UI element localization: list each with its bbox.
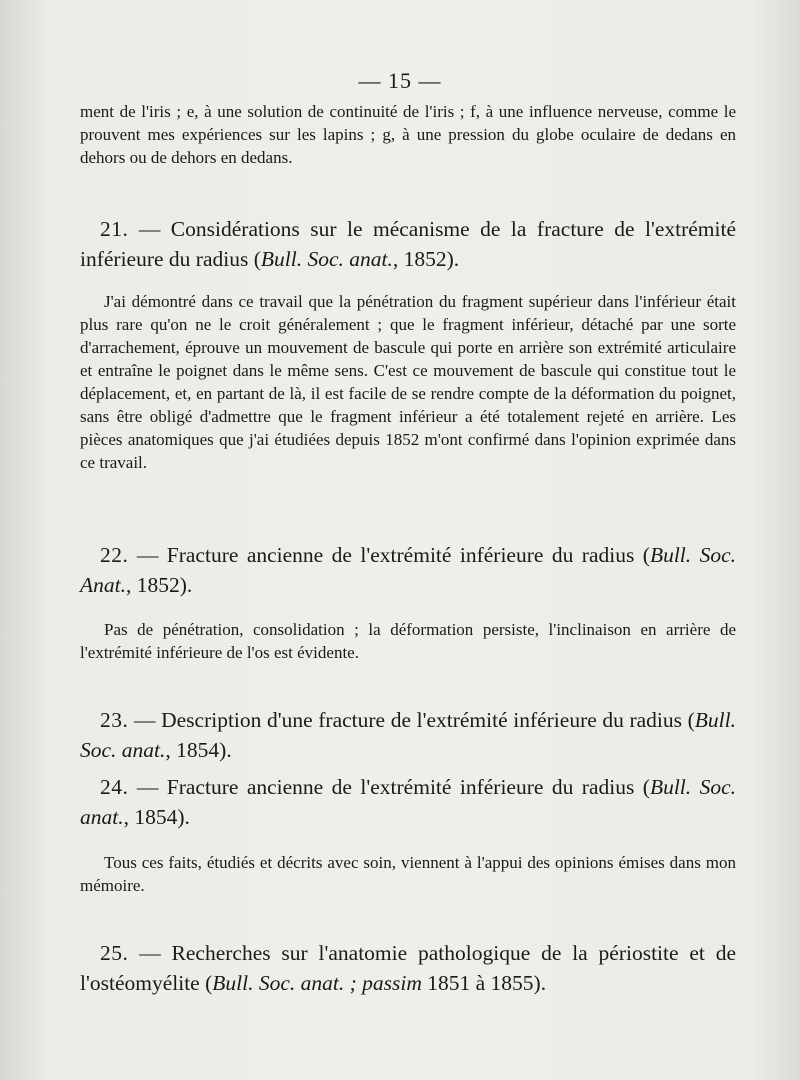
section-24-heading	[80, 772, 736, 832]
section-21-body: J'ai démontré dans ce travail que la pénétration du fragment supérieur dans l'inférieur était plus rare qu'on ne le croit généralement ; que le fragment inférieur, détaché par une sorte d'arrachement, éprouve un mouvement de bascule qui porte en arrière son extrémité articulaire et entraîne le poignet dans le même sens. C'est ce mouvement de bascule qui constitue tout le déplacement, et, en partant de là, il est facile de se rendre compte de la déformation du poignet, sans être obligé d'admettre que le fragment inférieur a été totalement rejeté en arrière. Les pièces anatomiques que j'ai étudiées depuis 1852 m'ont confirmé dans l'opinion exprimée dans ce travail.	[80, 292, 736, 472]
section-title-end: , 1852).	[125, 573, 193, 597]
section-number: 24.	[100, 775, 129, 799]
section-23-heading	[80, 705, 736, 765]
section-24-body: Tous ces faits, étudiés et décrits avec soin, viennent à l'appui des opinions émises dans mon mémoire.	[80, 853, 736, 895]
section-number: 22.	[100, 543, 129, 567]
section-reference: Bull. Soc. anat.	[80, 775, 737, 829]
section-21-heading	[80, 214, 736, 274]
section-title-end: 1851 à 1855).	[421, 971, 547, 995]
section-number: 21.	[100, 217, 129, 241]
section-title: — Fracture ancienne de l'extrémité inférieure du radius (	[136, 543, 650, 567]
section-22-heading	[80, 540, 736, 600]
section-number: 23.	[100, 708, 129, 732]
section-number: 25.	[100, 941, 129, 965]
section-25-heading	[80, 938, 736, 998]
page-number: — 15 —	[358, 68, 442, 93]
section-title-end: , 1852).	[392, 247, 460, 271]
section-title-end: , 1854).	[123, 805, 190, 829]
section-title-end: , 1854).	[165, 738, 232, 762]
section-title: — Fracture ancienne de l'extrémité inférieure du radius (	[136, 775, 650, 799]
section-title: — Considérations sur le mécanisme de la fracture de l'extrémité inférieure du radius (	[80, 217, 736, 271]
section-reference: Bull. Soc. anat.	[80, 708, 737, 762]
section-22-body: Pas de pénétration, consolidation ; la déformation persiste, l'inclinaison en arrière de l'extrémité inférieure de l'os est évidente.	[80, 620, 736, 662]
section-title: — Description d'une fracture de l'extrémité inférieure du radius (	[133, 708, 695, 732]
section-reference: Bull. Soc. anat.	[260, 247, 393, 271]
intro-paragraph: ment de l'iris ; e, à une solution de continuité de l'iris ; f, à une influence nerveuse, comme le prouvent mes expériences sur les lapins ; g, à une pression du globe oculaire de dedans en dehors ou de dehors en dedans.	[80, 102, 736, 167]
section-title: — Recherches sur l'anatomie pathologique de la périostite et de l'ostéomyélite (	[80, 941, 736, 995]
section-reference: Bull. Soc. Anat.	[80, 543, 737, 597]
section-reference: Bull. Soc. anat. ; passim	[212, 971, 422, 995]
